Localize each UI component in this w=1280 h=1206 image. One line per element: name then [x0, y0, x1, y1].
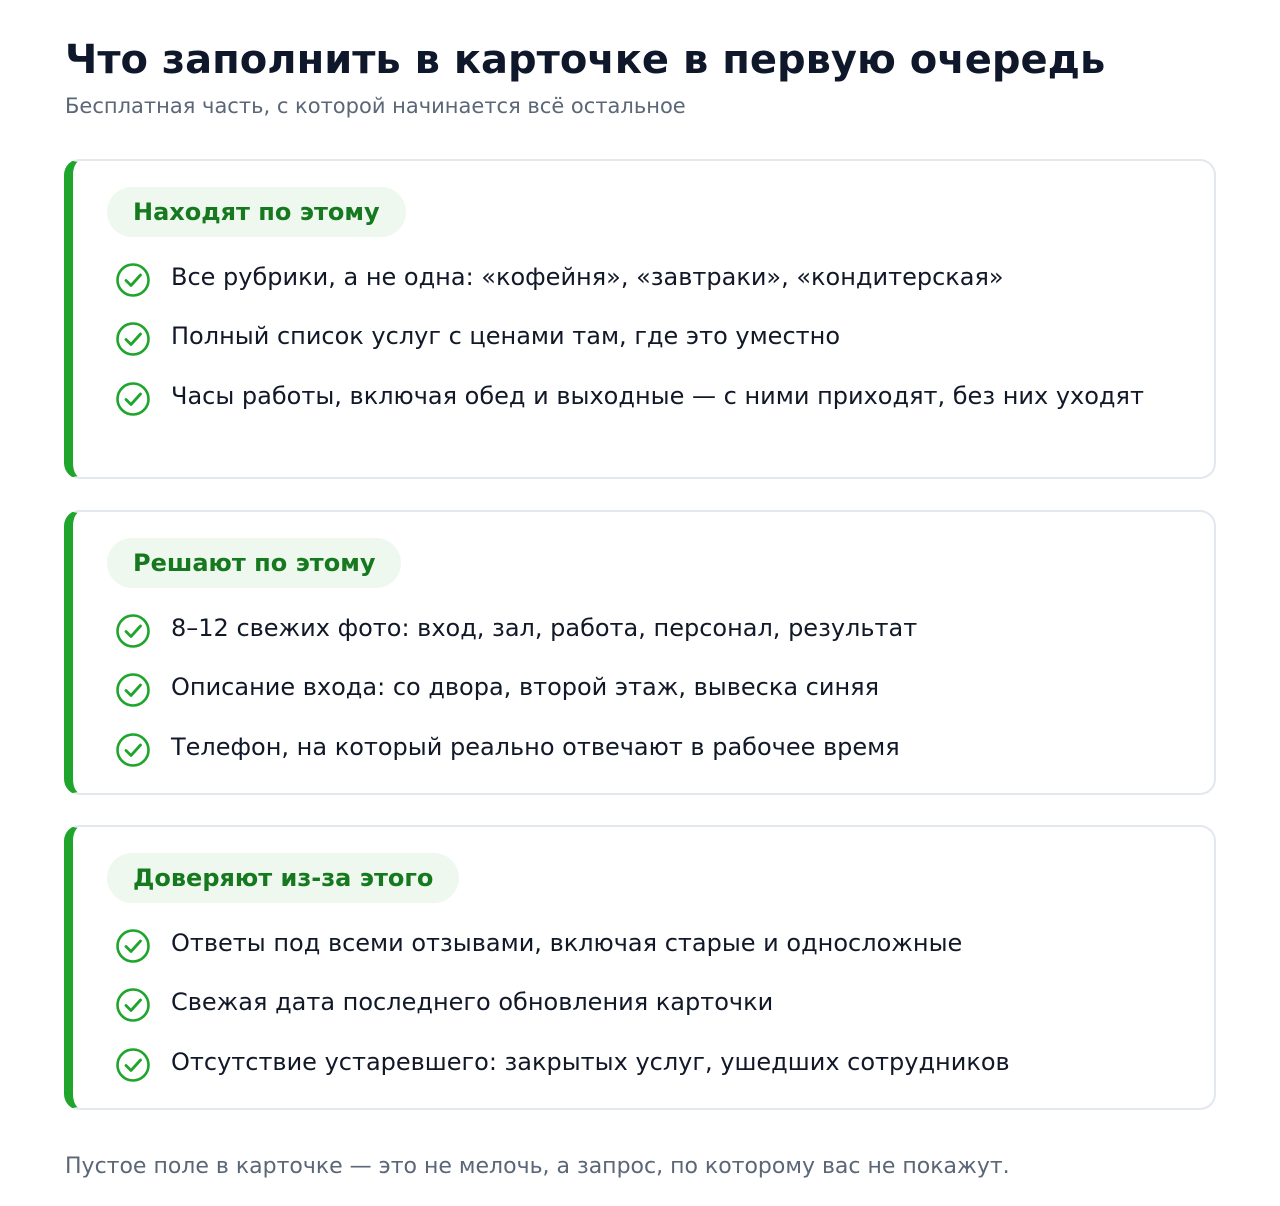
- section-heading: Решают по этому: [107, 538, 401, 588]
- list-item-text: Ответы под всеми отзывами, включая старые и односложные: [171, 929, 963, 957]
- section-card-decide: [64, 510, 1216, 795]
- check-circle-icon: [115, 732, 151, 768]
- list-item: [115, 379, 1175, 414]
- list-item: [115, 670, 1175, 705]
- list-item-text: Телефон, на который реально отвечают в рабочее время: [171, 733, 900, 761]
- check-circle-icon: [115, 613, 151, 649]
- check-circle-icon: [115, 987, 151, 1023]
- page-subtitle: Бесплатная часть, с которой начинается всё остальное: [65, 94, 686, 118]
- list-item-text: Описание входа: со двора, второй этаж, вывеска синяя: [171, 673, 880, 701]
- check-circle-icon: [115, 381, 151, 417]
- list-item: [115, 319, 1175, 354]
- list-item: [115, 985, 1175, 1020]
- check-circle-icon: [115, 321, 151, 357]
- footer-note: Пустое поле в карточке — это не мелочь, а запрос, по которому вас не покажут.: [65, 1154, 1010, 1179]
- list-item: [115, 611, 1175, 646]
- section-heading: Доверяют из-за этого: [107, 853, 459, 903]
- check-circle-icon: [115, 672, 151, 708]
- check-circle-icon: [115, 262, 151, 298]
- list-item-text: Свежая дата последнего обновления карточки: [171, 988, 774, 1016]
- check-circle-icon: [115, 928, 151, 964]
- section-card-found: [64, 159, 1216, 479]
- list-item: [115, 730, 1175, 765]
- list-item: [115, 260, 1175, 295]
- section-heading: Находят по этому: [107, 187, 406, 237]
- list-item: [115, 926, 1175, 961]
- list-item-text: Все рубрики, а не одна: «кофейня», «завтраки», «кондитерская»: [171, 263, 1004, 291]
- page-title: Что заполнить в карточке в первую очередь: [65, 37, 1106, 83]
- list-item-text: Часы работы, включая обед и выходные — с ними приходят, без них уходят: [171, 382, 1144, 410]
- section-card-trust: [64, 825, 1216, 1110]
- list-item-text: Отсутствие устаревшего: закрытых услуг, ушедших сотрудников: [171, 1048, 1010, 1076]
- list-item: [115, 1045, 1175, 1080]
- check-circle-icon: [115, 1047, 151, 1083]
- list-item-text: Полный список услуг с ценами там, где это уместно: [171, 322, 840, 350]
- list-item-text: 8–12 свежих фото: вход, зал, работа, персонал, результат: [171, 614, 918, 642]
